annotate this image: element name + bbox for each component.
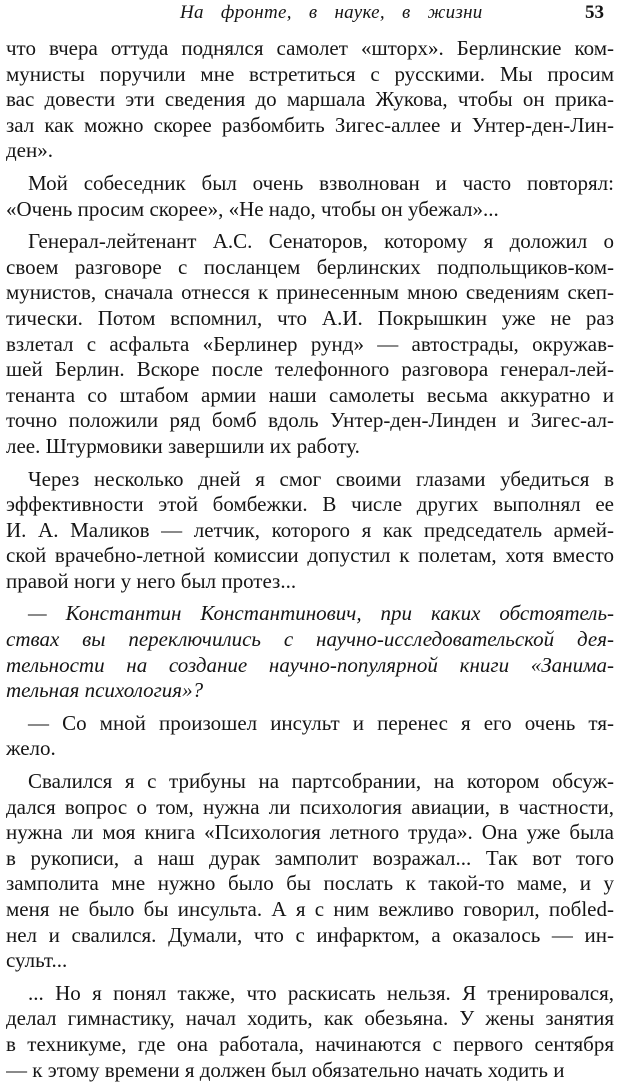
text-line: правой ноги у него был протез... <box>6 568 297 593</box>
text-line: взлетал с асфальта «Берлинер рунд» — автострады, окружав- <box>6 331 614 356</box>
text-line: тенанта со штабом армии наши самолеты весьма аккуратно и <box>6 382 614 407</box>
text-line: точно положили ряд бомб вдоль Унтер-ден-Линден и Зигес-ал- <box>6 408 614 433</box>
text-line: мунистов, сначала отнесся к принесенным мною сведениям скеп- <box>6 280 614 305</box>
text-line: что вчера оттуда поднялся самолет «шторх». Берлинские ком- <box>6 36 614 60</box>
text-line: жело. <box>6 736 56 761</box>
text-line: шей Берлин. Вскоре после телефонного разговора генерал-лей- <box>6 357 614 382</box>
paragraph <box>6 229 614 459</box>
text-line: дался вопрос о том, нужна ли психология авиации, в частности, <box>6 794 614 819</box>
paragraph <box>6 711 614 762</box>
text-line: тельности на создание научно-популярной книги «Занима- <box>6 652 614 677</box>
paragraph <box>6 769 614 974</box>
page-number: 53 <box>585 2 604 23</box>
text-line: Мой собеседник был очень взволнован и часто повторял: <box>28 170 614 195</box>
text-line: — Константин Константинович, при каких обстоятель- <box>28 601 614 626</box>
paragraph <box>6 467 614 595</box>
text-line: нел и свалился. Думали, что с инфарктом, а оказалось — ин- <box>6 922 614 947</box>
text-line: сульт... <box>6 948 68 973</box>
text-line: мунисты поручили мне встретиться с русскими. Мы просим <box>6 61 614 86</box>
text-line: зал как можно скорее разбомбить Зигес-аллее и Унтер-ден-Лин- <box>6 112 614 137</box>
text-line: ден». <box>6 138 53 163</box>
text-line: своем разговоре с посланцем берлинских подпольщиков-ком- <box>6 254 614 279</box>
text-line: Через несколько дней я смог своими глазами убедиться в <box>28 466 614 491</box>
text-line: лее. Штурмовики завершили их работу. <box>6 433 360 458</box>
text-line: Свалился я с трибуны на партсобрании, на котором обсуж- <box>28 769 614 794</box>
text-line: замполита мне нужно было бы послать к такой-то маме, и у <box>6 871 614 896</box>
text-line: нужна ли моя книга «Психология летного труда». Она уже была <box>6 820 614 845</box>
paragraph <box>6 981 614 1083</box>
text-line: тельная психология»? <box>6 678 204 703</box>
text-line: в рукописи, а наш дурак замполит возражал... Так вот того <box>6 845 614 870</box>
paragraph <box>6 36 614 164</box>
text-line: Генерал-лейтенант А.С. Сенаторов, которому я доложил о <box>28 229 614 254</box>
text-line: ... Но я понял также, что раскисать нельзя. Я тренировался, <box>28 980 614 1005</box>
text-line: ствах вы переключились с научно-исследовательской дея- <box>6 627 614 652</box>
text-line: «Очень просим скорее», «Не надо, чтобы он убежал»... <box>6 196 499 221</box>
text-line: эффективности этой бомбежки. В числе других выполнял ее <box>6 492 614 517</box>
page-header <box>0 0 620 28</box>
text-line: ской врачебно-летной комиссии допустил к полетам, хотя вместо <box>6 543 614 568</box>
text-line: тически. Потом вспомнил, что А.И. Покрышкин уже не раз <box>6 305 614 330</box>
text-line: делал гимнастику, начал ходить, как обезьяна. У жены занятия <box>6 1006 614 1031</box>
text-line: — Со мной произошел инсульт и перенес я его очень тя- <box>28 710 614 735</box>
interview-question <box>6 601 614 703</box>
text-line: — к этому времени я должен был обязательно начать ходить и <box>6 1057 565 1082</box>
text-line: меня не было бы инсульта. А я с ним вежливо говорил, побled- <box>6 897 614 921</box>
text-line: вас довести эти сведения до маршала Жукова, чтобы он прика- <box>6 87 614 112</box>
paragraph <box>6 171 614 222</box>
running-title: На фронте, в науке, в жизни <box>180 2 483 23</box>
body-text <box>6 36 614 1090</box>
text-line: в техникуме, где она работала, начинаются с первого сентября <box>6 1031 614 1056</box>
text-line: И. А. Маликов — летчик, которого я как председатель армей- <box>6 517 614 542</box>
